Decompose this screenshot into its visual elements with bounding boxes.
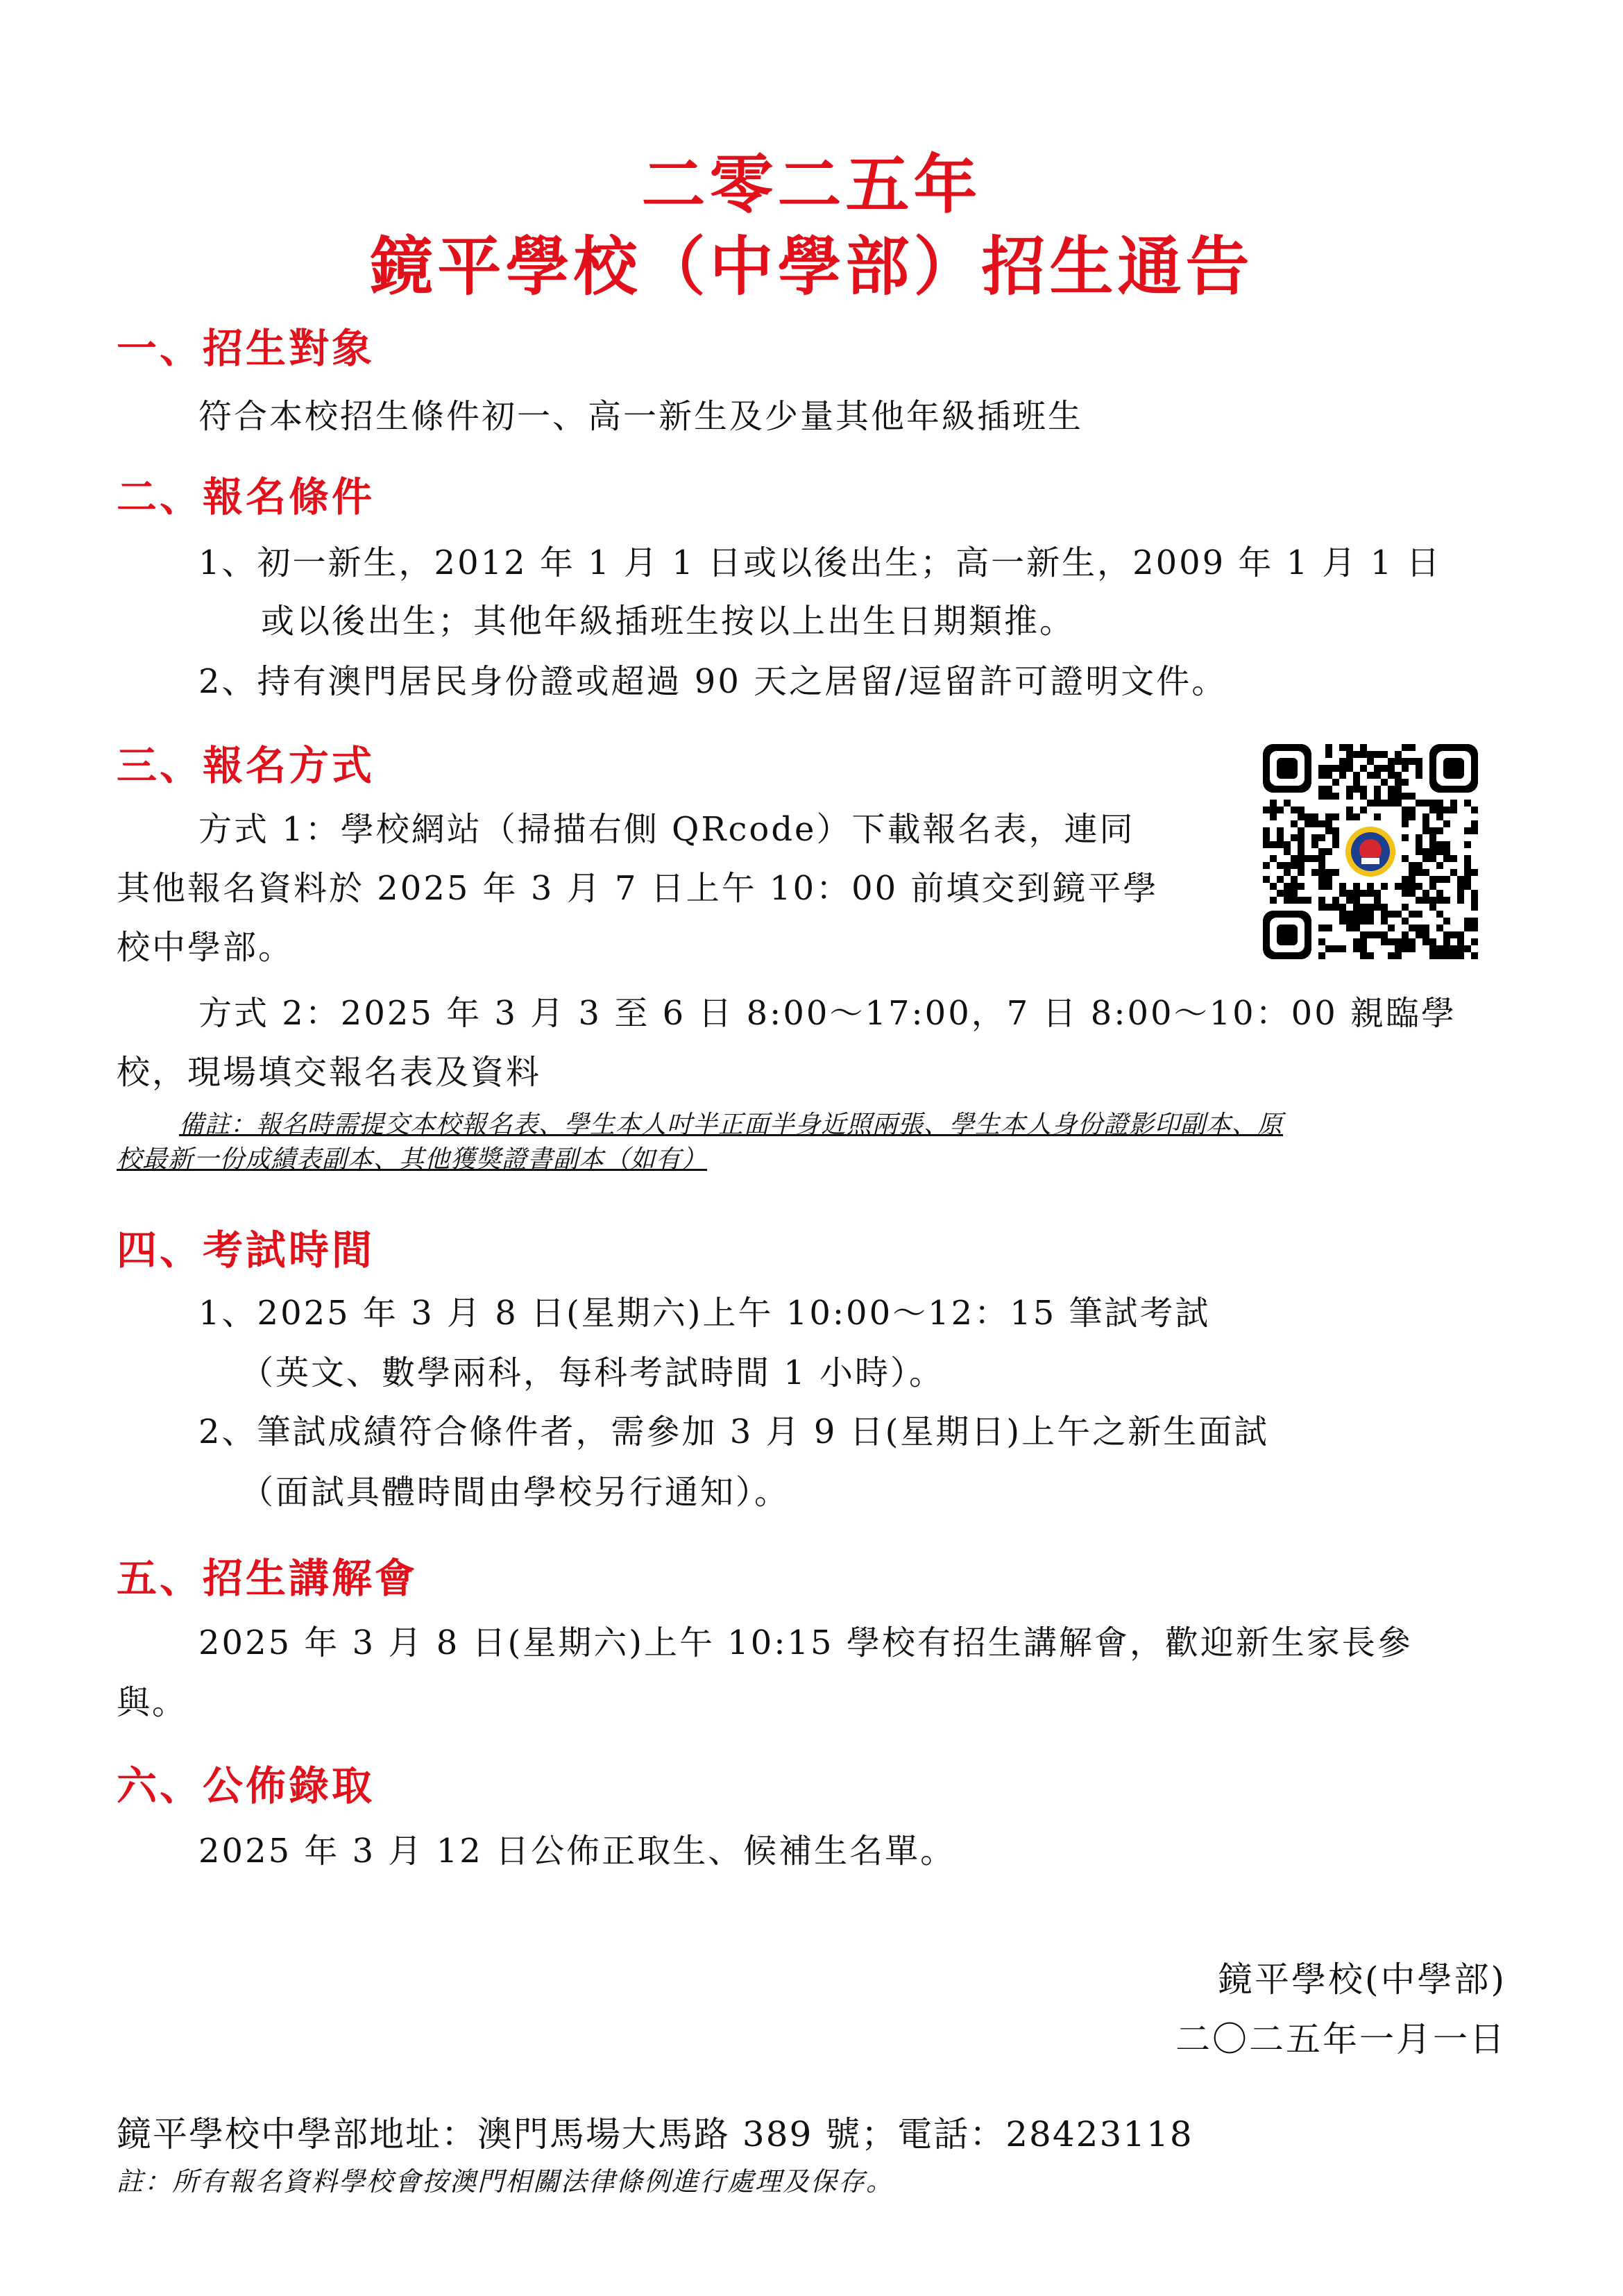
footer-note: 註：所有報名資料學校會按澳門相關法律條例進行處理及保存。 xyxy=(117,2166,894,2197)
method-1-line-2: 其他報名資料於 2025 年 3 月 7 日上午 10：00 前填交到鏡平學 xyxy=(117,869,1159,908)
qr-finder-bottom-left xyxy=(1263,911,1311,959)
exam-item-1-line-2: （英文、數學兩科，每科考試時間 1 小時）。 xyxy=(240,1353,945,1392)
results-body: 2025 年 3 月 12 日公佈正取生、候補生名單。 xyxy=(198,1832,956,1871)
qr-finder-top-left xyxy=(1263,744,1311,793)
requirement-2: 2、持有澳門居民身份證或超過 90 天之居留/逗留許可證明文件。 xyxy=(198,662,1227,701)
footer-address: 鏡平學校中學部地址：澳門馬場大馬路 389 號；電話：28423118 xyxy=(117,2114,1193,2154)
info-session-line-1: 2025 年 3 月 8 日(星期六)上午 10:15 學校有招生講解會，歡迎新生家長參 xyxy=(198,1623,1413,1662)
remark-line-1: 備註：報名時需提交本校報名表、學生本人吋半正面半身近照兩張、學生本人身份證影印副本、原 xyxy=(179,1111,1284,1139)
exam-item-1-line-1: 1、2025 年 3 月 8 日(星期六)上午 10:00～12：15 筆試考試 xyxy=(198,1294,1211,1333)
remark-line-2: 校最新一份成績表副本、其他獲獎證書副本（如有） xyxy=(117,1145,708,1174)
section-heading-application-method: 三、報名方式 xyxy=(117,742,375,789)
section-heading-requirements: 二、報名條件 xyxy=(117,473,375,521)
section-heading-results: 六、公佈錄取 xyxy=(117,1762,375,1809)
title-year: 二零二五年 xyxy=(641,148,982,222)
school-emblem-icon xyxy=(1343,824,1398,879)
page-title: 鏡平學校（中學部）招生通告 xyxy=(369,230,1254,304)
signature-school: 鏡平學校(中學部) xyxy=(1217,1959,1506,2000)
method-1-line-3: 校中學部。 xyxy=(117,928,294,967)
section-heading-admission-target: 一、招生對象 xyxy=(117,325,375,372)
requirement-1-line-2: 或以後出生；其他年級插班生按以上出生日期類推。 xyxy=(261,602,1076,641)
qr-finder-top-right xyxy=(1429,744,1478,793)
exam-item-2-line-2: （面試具體時間由學校另行通知）。 xyxy=(240,1473,790,1512)
qr-code-icon[interactable] xyxy=(1263,744,1478,959)
application-remark xyxy=(117,1108,1504,1177)
exam-item-2-line-1: 2、筆試成績符合條件者，需參加 3 月 9 日(星期日)上午之新生面試 xyxy=(198,1412,1270,1451)
section-heading-info-session: 五、招生講解會 xyxy=(117,1555,418,1602)
method-2-line-1: 方式 2：2025 年 3 月 3 至 6 日 8:00～17:00，7 日 8:00～10：00 親臨學 xyxy=(198,994,1457,1033)
method-2-line-2: 校，現場填交報名表及資料 xyxy=(117,1053,542,1092)
requirement-1-line-1: 1、初一新生，2012 年 1 月 1 日或以後出生；高一新生，2009 年 1 月 1 日 xyxy=(198,543,1442,582)
info-session-line-2: 與。 xyxy=(117,1683,188,1722)
method-1-line-1: 方式 1：學校網站（掃描右側 QRcode）下載報名表，連同 xyxy=(198,810,1135,849)
section-body-admission-target: 符合本校招生條件初一、高一新生及少量其他年級插班生 xyxy=(198,397,1084,436)
section-heading-exam-time: 四、考試時間 xyxy=(117,1226,375,1274)
signature-date: 二〇二五年一月一日 xyxy=(1175,2019,1506,2059)
